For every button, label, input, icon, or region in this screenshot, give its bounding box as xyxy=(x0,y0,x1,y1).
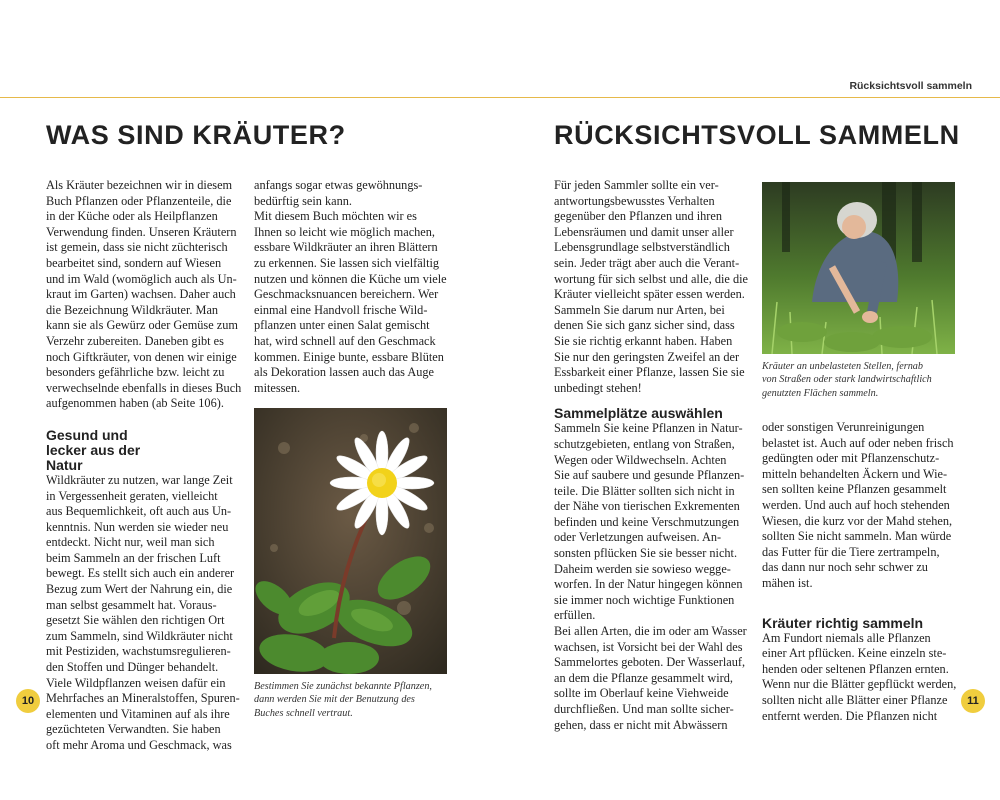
right-section3-text xyxy=(762,631,962,725)
right-column-1 xyxy=(554,178,754,733)
text-line: erfüllen. xyxy=(554,608,596,623)
text-line: unbedingt stehen! xyxy=(554,380,642,395)
text-line: entfernt werden. Die Pflanzen nicht xyxy=(762,708,938,723)
text-line: Bestimmen Sie zunächst bekannte Pflanzen, xyxy=(254,681,432,692)
woman-gathering-herbs-photo xyxy=(762,182,955,354)
text-line: Sammeln Sie darum nur Arten, bei xyxy=(554,302,725,317)
text-line: Sammelortes geboten. Der Wasserlauf, xyxy=(554,655,746,670)
text-line: bewegt. Es stellt sich auch ein anderer xyxy=(46,566,235,581)
text-line: nutzen und können die Küche um viele xyxy=(254,271,447,286)
text-line: werden. Und auch auf hoch stehenden xyxy=(762,497,950,512)
text-line: elementen und Vitaminen auf als ihre xyxy=(46,706,230,721)
text-line: wortung für sich selbst und alle, die die xyxy=(554,271,748,286)
text-line: Daheim werden sie sowieso wegge- xyxy=(554,561,731,576)
text-line: sollten Sie nicht sammeln. Man würde xyxy=(762,529,952,544)
text-line: beim Sammeln an der frischen Luft xyxy=(46,550,221,565)
text-line: ist gemein, dass sie nicht züchterisch xyxy=(46,240,228,255)
text-line: teile. Die Blätter sollten sich nicht in xyxy=(554,483,735,498)
text-line: Wenn nur die Blätter gepflückt werden, xyxy=(762,677,957,692)
text-line: essbare Wildkräuter an ihren Blättern xyxy=(254,240,438,255)
text-line: einer Art pflücken. Keine einzeln ste- xyxy=(762,646,947,661)
header-rule xyxy=(0,97,1000,98)
left-column-1 xyxy=(46,178,246,754)
left-page-title: WAS SIND KRÄUTER? xyxy=(46,120,346,150)
text-line: durchfließen. Und man sollte sicher- xyxy=(554,702,734,716)
text-line: schutzgebieten, entlang von Straßen, xyxy=(554,436,735,451)
text-line: Kräuter vielleicht später essen werden. xyxy=(554,287,745,302)
text-line: sein. Jeder trägt aber auch die Verant- xyxy=(554,255,740,270)
text-line: entdeckt. Nicht nur, weil man sich xyxy=(46,535,215,550)
text-line: worfen. In der Natur hingegen können xyxy=(554,577,743,592)
text-line: Lebensgrundlage selbstverständlich xyxy=(554,240,730,255)
text-line: Für jeden Sammler sollte ein ver- xyxy=(554,178,719,192)
text-line: man selbst gesammelt hat. Voraus- xyxy=(46,597,217,612)
left-page-number: 10 xyxy=(16,689,40,713)
text-line: gedüngten oder mit Pflanzenschutz- xyxy=(762,451,940,466)
text-line: dann werden Sie mit der Benutzung des xyxy=(254,694,415,706)
right-heading-2: Sammelplätze auswählen xyxy=(554,405,723,422)
text-line: Sie auf saubere und gesunde Pflanzen- xyxy=(554,468,745,483)
text-line: Wegen oder Wildwechseln. Achten xyxy=(554,452,727,467)
text-line: belastet ist. Auch auf oder neben frisch xyxy=(762,435,954,450)
daisy-photo-graphic xyxy=(254,408,447,674)
text-line: Sie sie richtig erkannt haben. Haben xyxy=(554,333,733,348)
text-line: Viele Wildpflanzen weisen dafür ein xyxy=(46,675,226,690)
text-line: Buch Pflanzen oder Pflanzenteile, die xyxy=(46,193,232,208)
text-line: in der Küche oder als Heilpflanzen xyxy=(46,209,218,224)
text-line: oder Verletzungen aufweisen. An- xyxy=(554,530,722,545)
text-line: Als Kräuter bezeichnen wir in diesem xyxy=(46,178,233,192)
text-line: sollten nicht alle Blätter einer Pflanze xyxy=(762,692,948,707)
text-line: Bei allen Arten, die im oder am Wasser xyxy=(554,624,747,639)
text-line: Sammeln Sie keine Pflanzen in Natur- xyxy=(554,421,743,436)
text-line: Wiesen, die kurz vor der Mahd stehen, xyxy=(762,513,953,528)
text-line: sen sollten keine Pflanzen gesammelt xyxy=(762,482,947,497)
text-line: Verwendung finden. Unseren Kräutern xyxy=(46,224,237,239)
text-line: gezüchteten Verwandten. Sie haben xyxy=(46,722,221,737)
text-line: mitteln behandelten Äckern und Wie- xyxy=(762,466,948,481)
text-line: antwortungsbewusstes Verhalten xyxy=(554,193,715,208)
text-line: besonders gefährliche bzw. leicht zu xyxy=(46,365,225,380)
text-line: aufgenommen haben (ab Seite 106). xyxy=(46,396,224,411)
text-line: der Nähe von tierischen Exkrementen xyxy=(554,499,740,514)
left-heading-2: Gesund und lecker aus der Natur xyxy=(46,426,141,473)
right-page-title: RÜCKSICHTSVOLL SAMMELN xyxy=(554,120,960,150)
text-line: denen Sie sich ganz sicher sind, dass xyxy=(554,318,735,333)
right-page-number: 11 xyxy=(961,689,985,713)
text-line: genutzten Flächen sammeln. xyxy=(762,387,879,399)
text-line: gehen, dass er nicht mit Abwässern xyxy=(554,717,728,732)
text-line: das dann nur noch sehr schwer zu xyxy=(762,560,928,575)
left-intro-text xyxy=(46,178,246,412)
text-line: sie immer noch wichtige Funktionen xyxy=(554,592,735,607)
text-line: Am Fundort niemals alle Pflanzen xyxy=(762,630,931,645)
text-line: einmal eine Handvoll frische Wild- xyxy=(254,302,428,317)
text-line: oft mehr Aroma und Geschmack, was xyxy=(46,738,232,752)
text-line: noch Giftkräuter, von denen wir einige xyxy=(46,349,237,364)
right-column-2 xyxy=(762,420,962,724)
text-line: hat, wird schnell auf den Geschmack xyxy=(254,333,436,348)
text-line: kenntnis. Nun werden sie wieder neu xyxy=(46,519,229,534)
text-line: bearbeitet sind, sondern auf Wiesen xyxy=(46,255,222,270)
text-line: bedürftig sein kann. xyxy=(254,193,353,208)
text-line: gesetzt Sie wählen den richtigen Ort xyxy=(46,613,225,628)
left-section2-text xyxy=(46,473,246,754)
text-line: Buches schnell vertraut. xyxy=(254,707,353,719)
text-line: Kräuter an unbelasteten Stellen, fernab xyxy=(762,361,923,372)
text-line: Wildkräuter zu nutzen, war lange Zeit xyxy=(46,472,233,487)
text-line: befinden und keine Verschmutzungen xyxy=(554,514,740,529)
text-line: Lebensräumen und damit unser aller xyxy=(554,224,734,239)
text-line: an dem die Pflanze gesammelt wird, xyxy=(554,670,733,685)
running-head: Rücksichtsvoll sammeln xyxy=(849,80,972,92)
text-line: den Stoffen und Dünger behandelt. xyxy=(46,660,219,675)
text-line: henden oder seltenen Pflanzen ernten. xyxy=(762,661,949,676)
text-line: aus Bequemlichkeit, oft auch aus Un- xyxy=(46,504,232,519)
right-photo-caption xyxy=(762,360,962,400)
right-intro-text xyxy=(554,178,754,396)
daisy-photo xyxy=(254,408,447,674)
text-line: Sie nur den geringsten Zweifel an der xyxy=(554,349,740,364)
left-col2-text xyxy=(254,178,454,396)
text-line: die Bezeichnung Wildkräuter. Man xyxy=(46,302,219,317)
text-line: oder sonstigen Verunreinigungen xyxy=(762,420,925,434)
text-line: Bezug zum Wert der Nahrung ein, die xyxy=(46,582,233,597)
text-line: das Futter für die Tiere zertrampeln, xyxy=(762,544,940,559)
text-line: kann sie als Gewürz oder Gemüse zum xyxy=(46,318,238,333)
left-photo-caption xyxy=(254,680,454,720)
text-line: als Dekoration lassen auch das Auge xyxy=(254,365,434,380)
right-section2-text xyxy=(554,421,754,733)
text-line: Verzehr zubereiten. Daneben gibt es xyxy=(46,333,224,348)
text-line: Essbarkeit einer Pflanze, lassen Sie sie xyxy=(554,365,745,380)
text-line: mit Pestiziden, wachstumsregulieren- xyxy=(46,644,231,659)
text-line: in Vergessenheit geraten, vielleicht xyxy=(46,488,218,503)
text-line: Mit diesem Buch möchten wir es xyxy=(254,209,417,224)
right-col2-text xyxy=(762,420,962,592)
text-line: von Straßen oder stark landwirtschaftlich xyxy=(762,374,932,386)
text-line: und im Wald (womöglich auch als Un- xyxy=(46,271,237,286)
text-line: verwechselnde ebenfalls in dieses Buch xyxy=(46,380,242,395)
text-line: kommen. Einige bunte, essbare Blüten xyxy=(254,349,444,364)
text-line: sonsten pflücken Sie sie besser nicht. xyxy=(554,546,738,561)
text-line: kraut im Garten) wachsen. Daher auch xyxy=(46,287,236,302)
text-line: pflanzen unter einen Salat gemischt xyxy=(254,318,430,333)
text-line: zum Sammeln, sind Wildkräuter nicht xyxy=(46,628,233,643)
text-line: Geschmacksnuancen bereichern. Wer xyxy=(254,287,439,302)
text-line: mähen ist. xyxy=(762,575,813,590)
left-column-2 xyxy=(254,178,454,396)
text-line: mitessen. xyxy=(254,380,301,395)
text-line: Mehrfaches an Mineralstoffen, Spuren- xyxy=(46,691,240,706)
text-line: wachsen, ist Vorsicht bei der Wahl des xyxy=(554,639,743,654)
right-heading-3: Kräuter richtig sammeln xyxy=(762,614,924,631)
text-line: Ihnen so leicht wie möglich machen, xyxy=(254,224,435,239)
text-line: anfangs sogar etwas gewöhnungs- xyxy=(254,178,423,192)
herb-gathering-photo-graphic xyxy=(762,182,955,354)
text-line: sollte im Oberlauf keine Viehweide xyxy=(554,686,729,701)
text-line: zu erkennen. Sie lassen sich vielfältig xyxy=(254,255,440,270)
text-line: gegenüber den Pflanzen und ihren xyxy=(554,209,722,224)
